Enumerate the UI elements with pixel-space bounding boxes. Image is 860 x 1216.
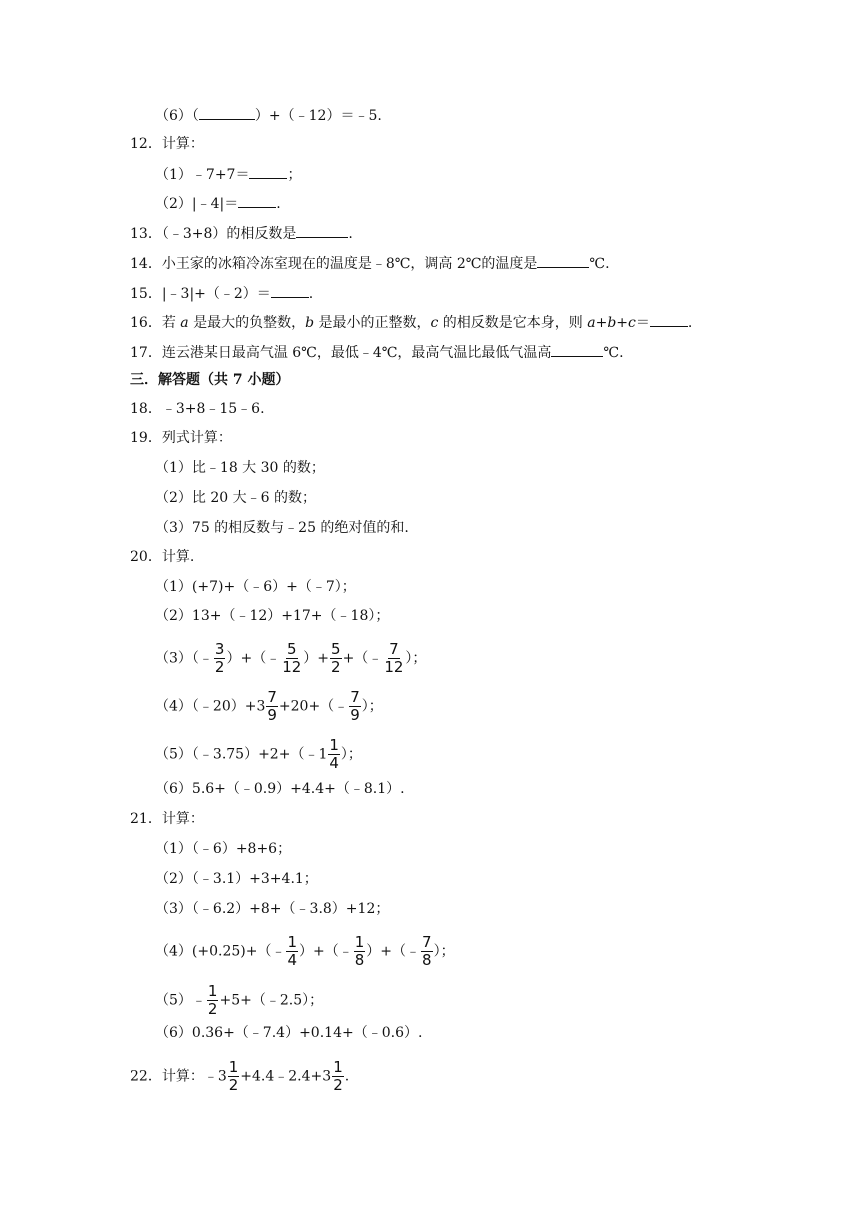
denominator: 4 <box>329 754 339 772</box>
q17-text: 17．连云港某日最高气温 6℃，最低﹣4℃，最高气温比最低气温高 <box>130 345 552 361</box>
q13-punct: . <box>348 226 353 242</box>
denominator: 9 <box>350 706 360 724</box>
numerator: 1 <box>228 1058 239 1076</box>
q18: 18．﹣3+8﹣15﹣6. <box>130 401 265 417</box>
q16-var-a: a <box>180 315 189 331</box>
numerator: 1 <box>287 933 298 951</box>
numerator: 7 <box>389 640 399 658</box>
q21-part6: （6）0.36+（﹣7.4）+0.14+（﹣0.6）. <box>155 1025 423 1041</box>
q12-part1-text: （1）﹣7+7＝ <box>155 167 250 183</box>
numerator: 7 <box>350 688 360 706</box>
q19-part3: （3）75 的相反数与﹣25 的绝对值的和. <box>155 520 409 536</box>
numerator: 7 <box>422 933 432 951</box>
q20-part5 <box>155 737 362 772</box>
denominator: 2 <box>214 658 225 676</box>
numerator: 5 <box>286 640 297 658</box>
denominator: 2 <box>333 1076 343 1094</box>
fraction <box>330 641 342 676</box>
expr-text: ）+（﹣ <box>226 650 281 667</box>
expr-text: （4）(+0.25)+（﹣ <box>155 943 286 960</box>
denominator: 8 <box>354 951 365 969</box>
q16-text-4: 的相反数是它本身，则 <box>438 315 588 331</box>
q11-part6-text-after: ）+（﹣12）＝﹣5. <box>254 108 382 124</box>
q16-expression: a+b+c <box>587 315 636 331</box>
q12-part2 <box>155 192 281 214</box>
answer-blank[interactable] <box>296 222 348 238</box>
q16-text-1: 16．若 <box>130 315 181 331</box>
denominator: 12 <box>282 658 302 676</box>
q12-stem: 12．计算： <box>130 136 204 152</box>
q16-var-c: c <box>430 315 439 331</box>
numerator: 1 <box>207 982 218 1000</box>
q19-part1: （1）比﹣18 大 30 的数； <box>155 460 325 476</box>
q17 <box>130 341 624 363</box>
expr-text: . <box>344 1068 350 1085</box>
expr-text: ）； <box>405 650 427 667</box>
q20-part6: （6）5.6+（﹣0.9）+4.4+（﹣8.1）. <box>155 781 405 797</box>
denominator: 4 <box>287 951 298 969</box>
q20-part1: （1）(+7)+（﹣6）+（﹣7）； <box>155 579 356 595</box>
expr-text: +（﹣ <box>342 650 383 667</box>
expr-text: ）+（﹣ <box>299 943 353 960</box>
expr-text: 22．计算：﹣3 <box>130 1068 227 1085</box>
fraction <box>281 641 302 676</box>
q22 <box>130 1059 349 1094</box>
answer-blank[interactable] <box>238 192 276 208</box>
fraction <box>228 1059 240 1094</box>
denominator: 9 <box>267 706 277 724</box>
q19-stem: 19．列式计算： <box>130 430 232 446</box>
denominator: 12 <box>384 658 404 676</box>
q16-text-2: 是最大的负整数， <box>188 315 306 331</box>
expr-text: ）； <box>361 698 383 715</box>
q21-part3: （3）（﹣6.2）+8+（﹣3.8）+12； <box>155 901 390 917</box>
answer-blank[interactable] <box>551 341 603 357</box>
expr-text: （3）（﹣ <box>155 650 213 667</box>
q11-part6 <box>155 104 382 126</box>
answer-blank[interactable] <box>249 163 287 179</box>
q16-text-5: ＝ <box>635 315 650 331</box>
numerator: 3 <box>214 640 225 658</box>
fraction <box>266 689 278 724</box>
q20-part4 <box>155 689 383 724</box>
q21-part1: （1）（﹣6）+8+6； <box>155 841 292 857</box>
q14 <box>130 252 610 274</box>
q16 <box>130 311 692 333</box>
fraction <box>207 983 219 1018</box>
denominator: 2 <box>331 658 341 676</box>
numerator: 1 <box>329 736 339 754</box>
q14-text: 14．小王家的冰箱冷冻室现在的温度是﹣8℃，调高 2℃的温度是 <box>130 256 538 272</box>
expr-text: ）； <box>340 746 362 763</box>
numerator: 7 <box>267 688 277 706</box>
q16-var-b: b <box>305 315 315 331</box>
q21-stem: 21．计算： <box>130 811 204 827</box>
numerator: 1 <box>354 933 365 951</box>
q21-part2: （2）（﹣3.1）+3+4.1； <box>155 871 318 887</box>
answer-blank[interactable] <box>650 311 688 327</box>
q15 <box>130 282 313 304</box>
numerator: 1 <box>333 1058 343 1076</box>
answer-blank[interactable] <box>271 282 309 298</box>
q15-text: 15．|﹣3|+（﹣2）＝ <box>130 286 271 302</box>
q16-punct: . <box>687 315 693 331</box>
denominator: 8 <box>422 951 432 969</box>
answer-blank[interactable] <box>537 252 589 268</box>
q17-unit: ℃. <box>603 345 624 361</box>
q20-stem: 20．计算. <box>130 549 195 565</box>
fraction <box>332 1059 344 1094</box>
section-heading: 三．解答题（共 7 小题） <box>130 372 290 388</box>
q20-part3 <box>155 641 426 676</box>
q14-unit: ℃. <box>589 256 610 272</box>
fraction <box>214 641 226 676</box>
fraction <box>286 934 298 969</box>
q11-part6-text-before: （6）（ <box>155 108 199 124</box>
fraction <box>349 689 361 724</box>
q20-part2: （2）13+（﹣12）+17+（﹣18）； <box>155 608 390 624</box>
q16-text-3: 是最小的正整数， <box>314 315 431 331</box>
denominator: 2 <box>207 1000 218 1018</box>
q21-part5 <box>155 983 323 1018</box>
fraction <box>383 641 404 676</box>
q12-part1-punct: ； <box>287 167 302 183</box>
numerator: 5 <box>331 640 341 658</box>
expr-text: ）+（﹣ <box>366 943 421 960</box>
q19-part2: （2）比 20 大﹣6 的数； <box>155 490 316 506</box>
denominator: 2 <box>228 1076 239 1094</box>
q13-text: 13．（﹣3+8）的相反数是 <box>130 226 297 242</box>
fraction <box>354 934 366 969</box>
fraction <box>328 737 340 772</box>
expr-text: +20+（﹣ <box>278 698 349 715</box>
q21-part4 <box>155 934 455 969</box>
expr-text: （4）（﹣20）+3 <box>155 698 266 715</box>
q12-part2-text: （2）|﹣4|＝ <box>155 196 239 212</box>
expr-text: （5）﹣ <box>155 992 206 1009</box>
expr-text: （5）（﹣3.75）+2+（﹣1 <box>155 746 328 763</box>
answer-blank[interactable] <box>199 104 255 120</box>
expr-text: ）； <box>433 943 455 960</box>
expr-text: +5+（﹣2.5）； <box>219 992 324 1009</box>
expr-text: ）+ <box>303 650 330 667</box>
q13 <box>130 222 353 244</box>
q15-punct: . <box>308 286 314 302</box>
q12-part1 <box>155 163 301 185</box>
q12-part2-punct: . <box>276 196 281 212</box>
expr-text: +4.4﹣2.4+3 <box>240 1068 332 1085</box>
fraction <box>421 934 433 969</box>
